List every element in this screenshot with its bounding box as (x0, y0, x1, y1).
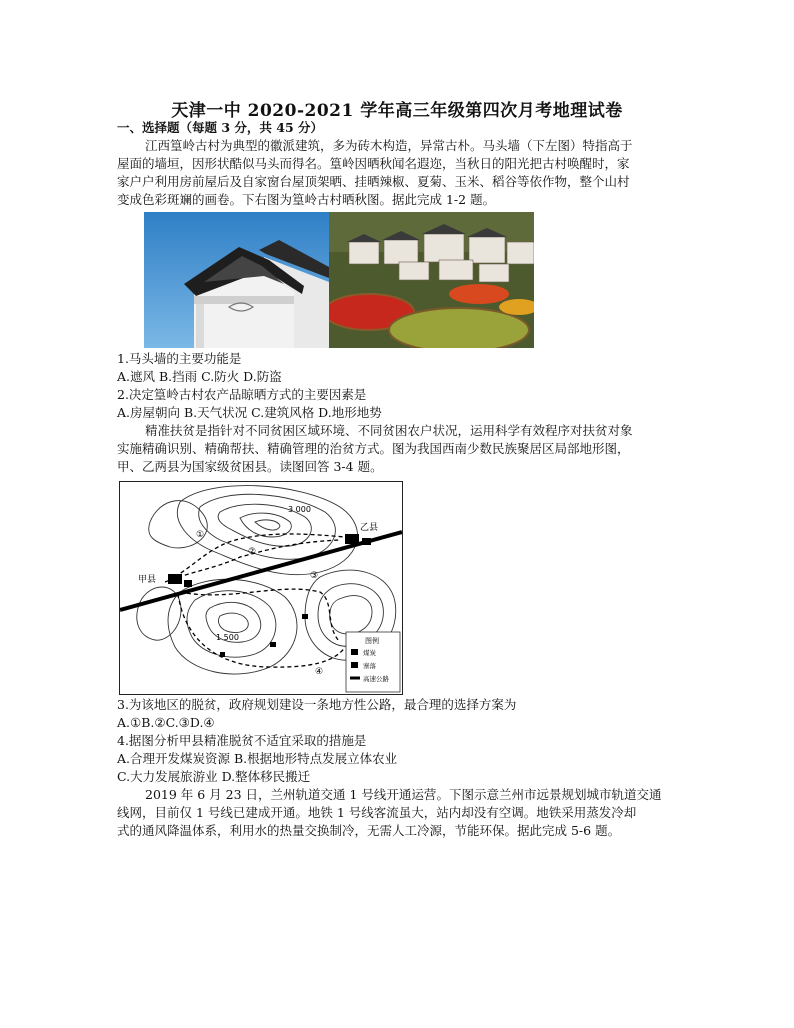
county-yi-label: 乙县 (360, 523, 379, 533)
legend-coal: 煤炭 (363, 649, 376, 657)
question-3-stem: 3.为该地区的脱贫，政府规划建设一条地方性公路，最合理的选择方案为 (117, 697, 517, 712)
route-1-label: ① (196, 530, 205, 540)
legend-village: 寨落 (363, 662, 376, 670)
question-4-stem: 4.据图分析甲县精准脱贫不适宜采取的措施是 (117, 733, 367, 748)
contour-3000-label: 3 000 (288, 505, 311, 514)
question-4-options-1: A.合理开发煤炭资源 B.根据地形特点发展立体农业 (117, 751, 398, 766)
contour-1500-label: 1 500 (216, 633, 239, 642)
question-1-stem: 1.马头墙的主要功能是 (117, 351, 242, 366)
passage1-line: 屋面的墙垣，因形状酷似马头而得名。篁岭因晒秋闻名遐迩，当秋日的阳光把古村唤醒时，家 (117, 156, 630, 171)
passage2-line: 实施精确识别、精确帮扶、精确管理的治贫方式。图为我国西南少数民族聚居区局部地形图， (117, 441, 630, 456)
topographic-map (119, 481, 403, 695)
question-3-options: A.①B.②C.③D.④ (117, 715, 215, 730)
question-4-options-2: C.大力发展旅游业 D.整体移民搬迁 (117, 769, 311, 784)
route-4-label: ④ (315, 667, 324, 677)
county-jia-label: 甲县 (138, 575, 157, 585)
passage2-line: 甲、乙两县为国家级贫困县。读图回答 3-4 题。 (117, 459, 383, 474)
route-3-label: ③ (310, 571, 319, 581)
village-sun-drying-photo (329, 212, 534, 348)
horse-head-wall-photo (144, 212, 329, 348)
passage1-line: 江西篁岭古村为典型的徽派建筑，多为砖木构造，异常古朴。马头墙（下左图）特指高于 (145, 138, 633, 153)
legend-highway: 高速公路 (363, 675, 389, 683)
question-2-options: A.房屋朝向 B.天气状况 C.建筑风格 D.地形地势 (117, 405, 382, 420)
passage3-line: 2019 年 6 月 23 日，兰州轨道交通 1 号线开通运营。下图示意兰州市远景规划城市轨道交通 (145, 787, 662, 802)
legend-title: 图例 (365, 637, 379, 645)
section-heading: 一、选择题（每题 3 分，共 45 分） (117, 120, 324, 135)
passage1-line: 变成色彩斑斓的画卷。下右图为篁岭古村晒秋图。据此完成 1-2 题。 (117, 192, 496, 207)
question-1-options: A.遮风 B.挡雨 C.防火 D.防盗 (117, 369, 282, 384)
passage3-line: 式的通风降温体系，利用水的热量交换制冷，无需人工冷源，节能环保。据此完成 5-6 题。 (117, 823, 621, 838)
passage1-line: 家户户利用房前屋后及自家窗台屋顶架晒、挂晒辣椒、夏菊、玉米、稻谷等依作物，整个山村 (117, 174, 630, 189)
route-2-label: ② (248, 547, 257, 557)
passage3-line: 线网，目前仅 1 号线已建成开通。地铁 1 号线客流虽大，站内却没有空调。地铁采用蒸发冷却 (117, 805, 637, 820)
passage2-line: 精准扶贫是指针对不同贫困区域环境、不同贫困农户状况，运用科学有效程序对扶贫对象 (145, 423, 633, 438)
exam-title: 天津一中 2020-2021 学年高三年级第四次月考地理试卷 (171, 101, 623, 121)
question-2-stem: 2.决定篁岭古村农产品晾晒方式的主要因素是 (117, 387, 367, 402)
